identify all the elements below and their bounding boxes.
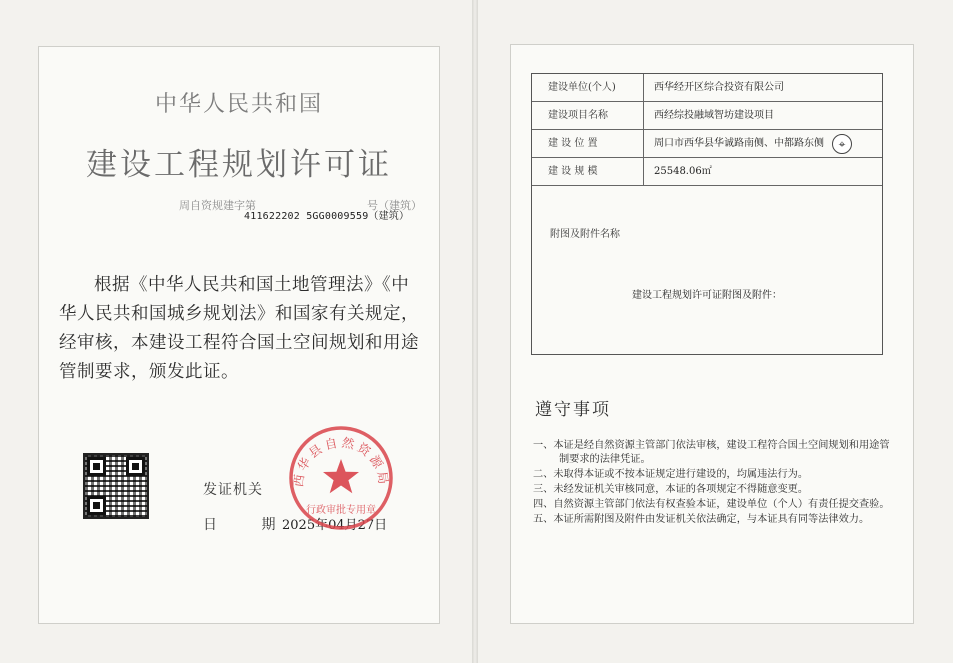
list-item: 五、本证所需附图及附件由发证机关依法确定，与本证具有同等法律效力。: [533, 514, 870, 525]
list-item: 三、未经发证机关审核同意，本证的各项规定不得随意变更。: [533, 484, 809, 495]
row-value: 西华经开区综合投资有限公司: [654, 82, 784, 93]
seal-sub-text: 行政审批专用章: [306, 505, 376, 516]
seal-text: 西华县自然资源局: [290, 434, 392, 488]
issue-date: 2025年04月27日: [282, 518, 388, 533]
date-label: 日 期: [203, 517, 296, 533]
attachment-text: 建设工程规划许可证附图及附件：: [632, 290, 782, 301]
certificate-body: 根据《中华人民共和国土地管理法》《中华人民共和国城乡规划法》和国家有关规定，经审核，本建设工程符合国土空间规划和用途管制要求，颁发此证。: [59, 275, 419, 382]
row-key: 建 设 位 置: [532, 130, 644, 157]
right-page: [510, 44, 914, 624]
certificate-number-suffix: 号（建筑）: [367, 199, 422, 212]
row-value: 西经综投融域智坊建设项目: [654, 110, 774, 121]
locate-icon[interactable]: ⌖: [832, 134, 852, 154]
table-row: [532, 130, 882, 158]
list-item: 二、未取得本证或不按本证规定进行建设的，均属违法行为。: [533, 469, 809, 480]
list-item: 一、本证是经自然资源主管部门依法审核，建设工程符合国土空间规划和用途管制要求的法律凭证。: [533, 440, 890, 465]
row-value: 25548.06㎡: [654, 166, 712, 177]
row-key: 建设单位(个人): [532, 74, 644, 101]
row-key: 建设项目名称: [532, 102, 644, 129]
table-row: [532, 102, 882, 130]
rules-title: 遵守事项: [535, 400, 611, 420]
list-item: 四、自然资源主管部门依法有权查验本证，建设单位（个人）有责任提交查验。: [533, 499, 890, 510]
table-row: [532, 74, 882, 102]
row-key: 建 设 规 模: [532, 158, 644, 185]
row-value: 周口市西华县华诚路南侧、中都路东侧: [654, 138, 824, 149]
left-page: [38, 46, 440, 624]
country-name: 中华人民共和国: [154, 92, 323, 117]
book-spine: [472, 0, 478, 663]
certificate-title: 建设工程规划许可证: [86, 147, 392, 183]
table-row: [532, 158, 882, 186]
qr-code-icon: [83, 453, 149, 519]
project-info-table: [531, 73, 883, 355]
issuer-label: 发证机关: [203, 482, 263, 498]
attachment-label: 附图及附件名称: [550, 229, 620, 240]
rules-list: [533, 439, 897, 528]
official-seal: [286, 423, 396, 533]
certificate-number-label: 周自资规建字第: [179, 199, 256, 212]
certificate-number: 411622202 5GG0009559（建筑）: [244, 211, 410, 222]
star-icon: [323, 459, 359, 493]
